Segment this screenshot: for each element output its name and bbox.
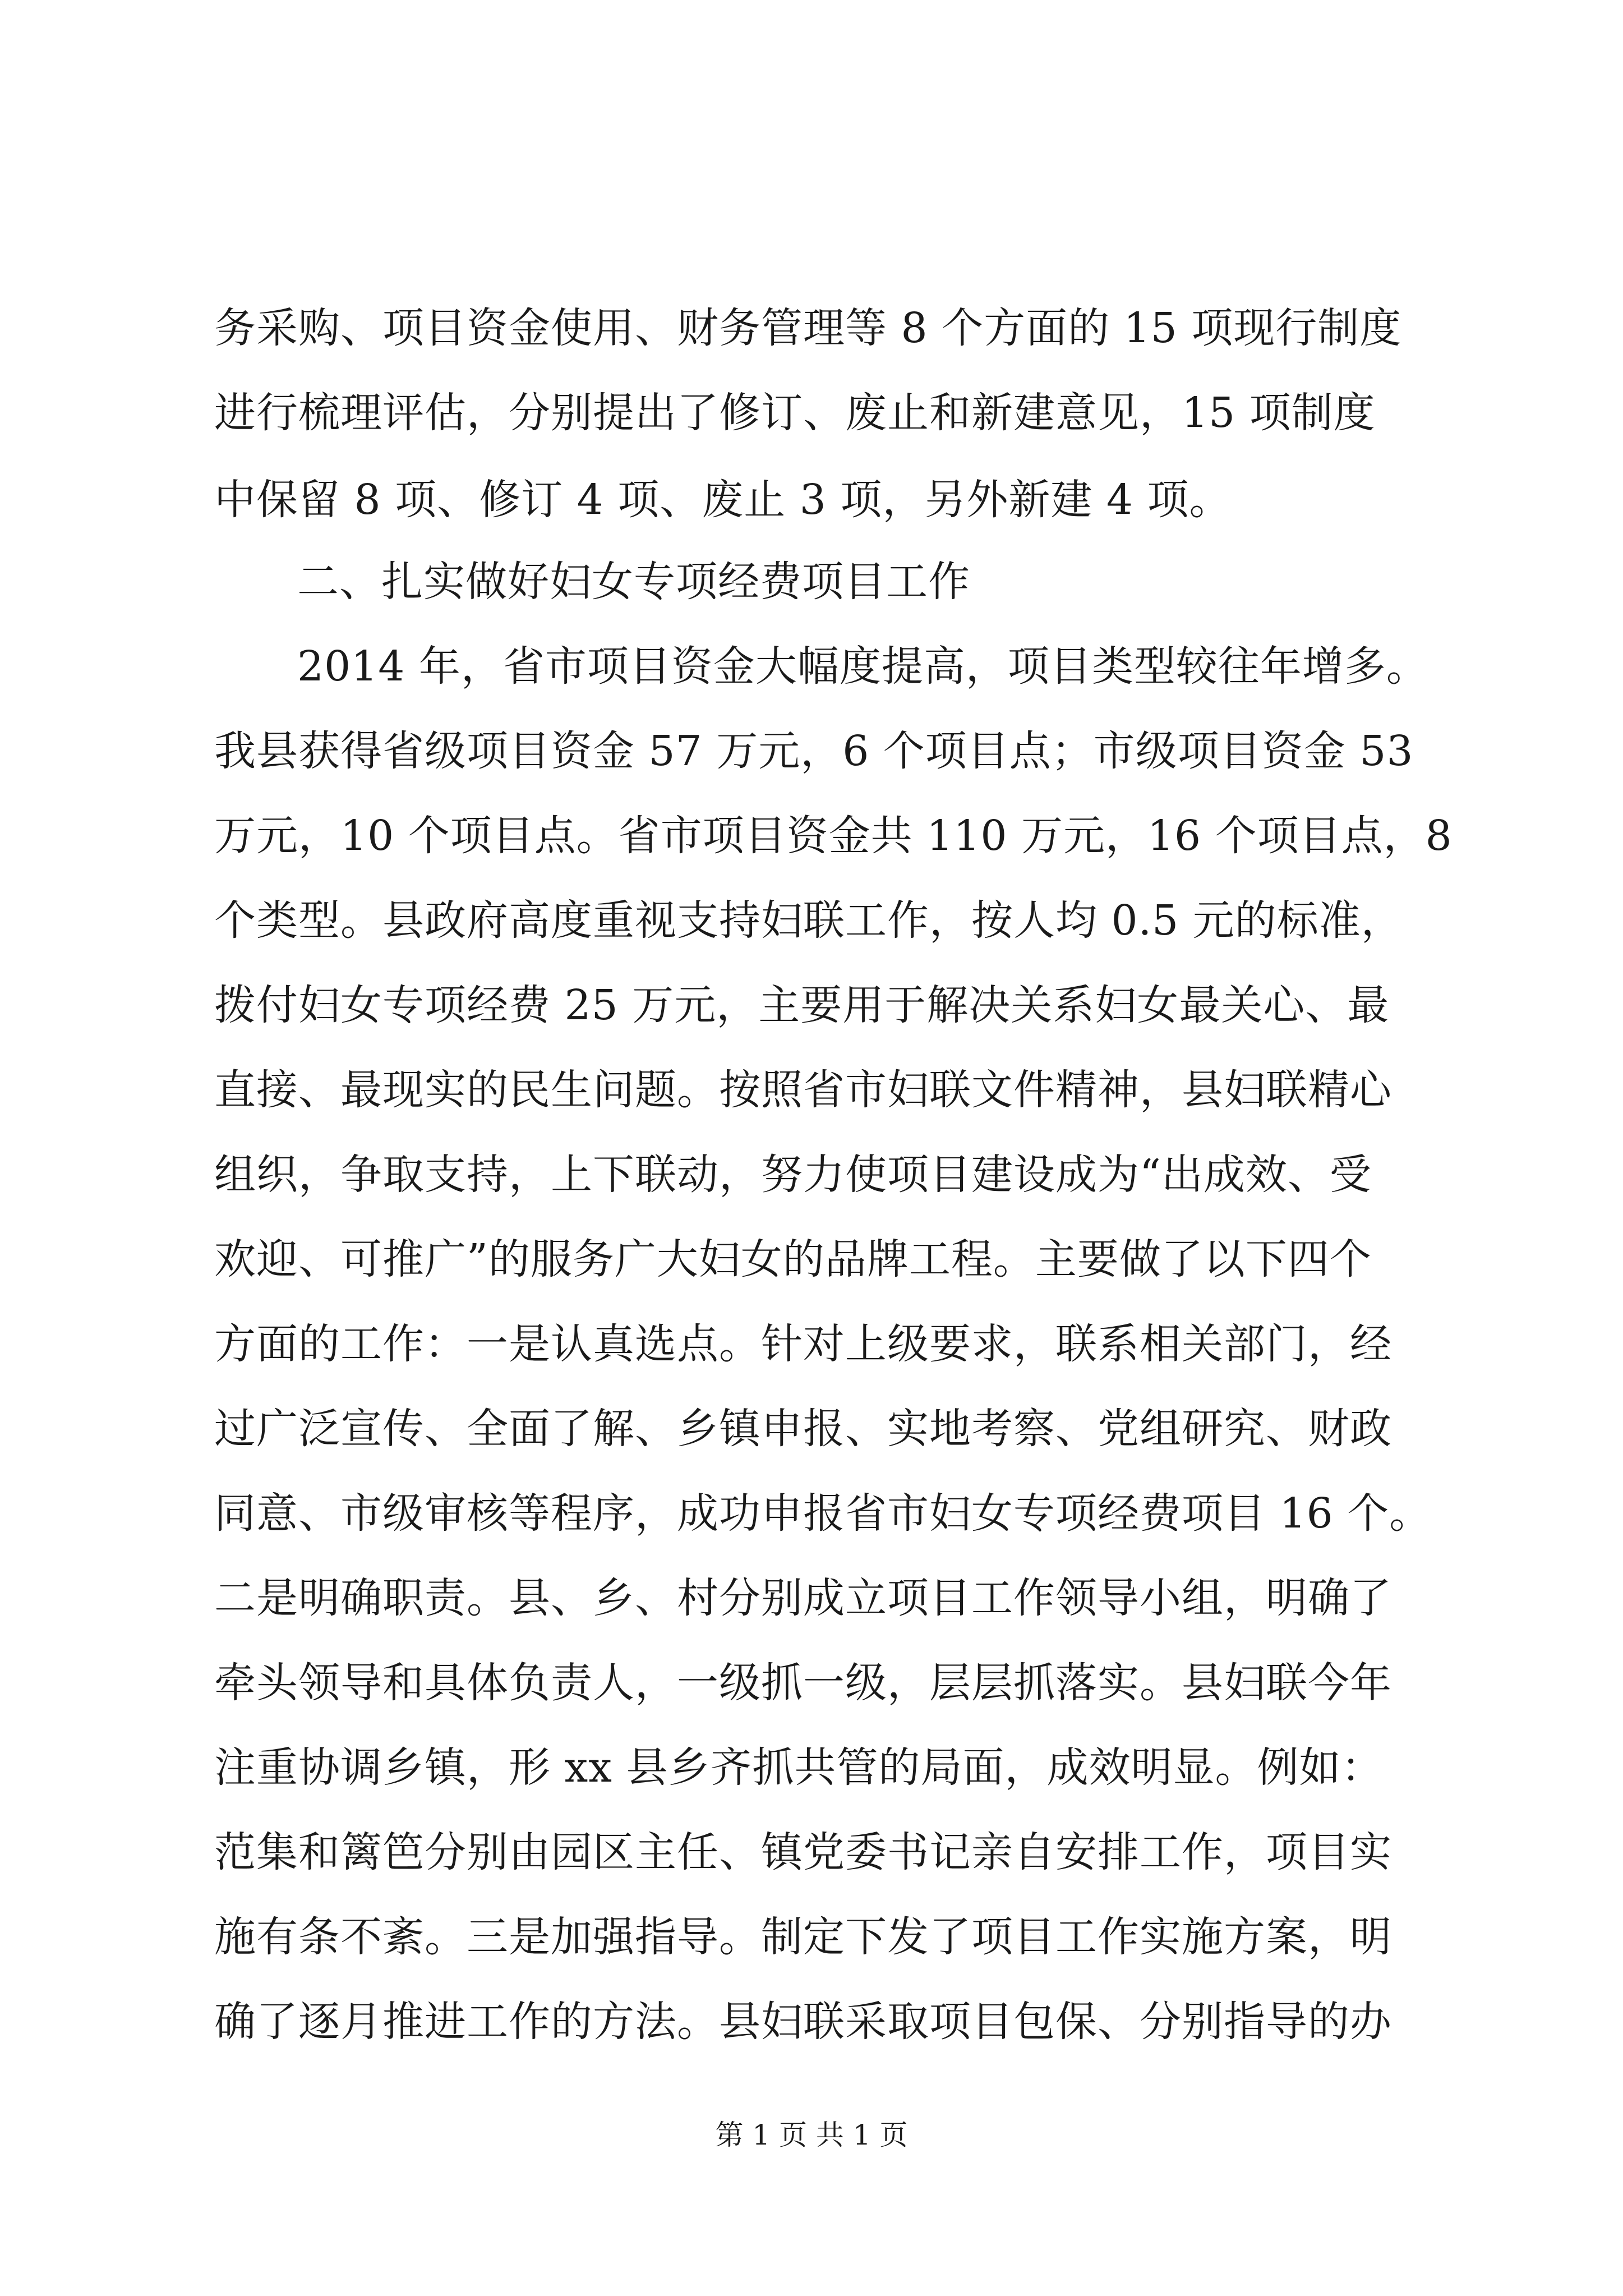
body-text-line: 务采购、项目资金使用、财务管理等 8 个方面的 15 项现行制度	[214, 304, 1402, 352]
body-text-line: 施有条不紊。三是加强指导。制定下发了项目工作实施方案，明	[214, 1913, 1392, 1961]
body-text-line: 二是明确职责。县、乡、村分别成立项目工作领导小组，明确了	[214, 1574, 1392, 1622]
body-text-line: 同意、市级审核等程序，成功申报省市妇女专项经费项目 16 个。	[214, 1489, 1432, 1538]
body-text-line: 我县获得省级项目资金 57 万元，6 个项目点；市级项目资金 53	[214, 727, 1414, 775]
page-number-footer: 第 1 页 共 1 页	[715, 2119, 908, 2151]
body-text-line: 过广泛宣传、全面了解、乡镇申报、实地考察、党组研究、财政	[214, 1405, 1392, 1453]
body-text-line: 组织，争取支持，上下联动，努力使项目建设成为“出成效、受	[214, 1151, 1372, 1199]
body-text-line: 万元，10 个项目点。省市项目资金共 110 万元，16 个项目点，8	[214, 812, 1453, 860]
body-text-line: 中保留 8 项、修订 4 项、废止 3 项，另外新建 4 项。	[214, 476, 1232, 524]
section-heading: 二、扎实做好妇女专项经费项目工作	[297, 558, 970, 606]
body-text-line: 注重协调乡镇，形 xx 县乡齐抓共管的局面，成效明显。例如：	[214, 1743, 1384, 1792]
body-text-line: 方面的工作：一是认真选点。针对上级要求，联系相关部门，经	[214, 1320, 1392, 1368]
body-text-line: 2014 年，省市项目资金大幅度提高，项目类型较往年增多。	[297, 642, 1428, 691]
body-text-line: 进行梳理评估，分别提出了修订、废止和新建意见，15 项制度	[214, 389, 1376, 437]
body-text-line: 拨付妇女专项经费 25 万元，主要用于解决关系妇女最关心、最	[214, 981, 1390, 1029]
body-text-line: 个类型。县政府高度重视支持妇联工作，按人均 0.5 元的标准，	[214, 896, 1403, 945]
body-text-line: 直接、最现实的民生问题。按照省市妇联文件精神，县妇联精心	[214, 1066, 1392, 1114]
body-text-line: 牵头领导和具体负责人，一级抓一级，层层抓落实。县妇联今年	[214, 1659, 1392, 1707]
body-text-line: 确了逐月推进工作的方法。县妇联采取项目包保、分别指导的办	[214, 1998, 1392, 2046]
body-text-line: 欢迎、可推广”的服务广大妇女的品牌工程。主要做了以下四个	[214, 1235, 1372, 1283]
body-text-line: 范集和篱笆分别由园区主任、镇党委书记亲自安排工作，项目实	[214, 1828, 1392, 1876]
